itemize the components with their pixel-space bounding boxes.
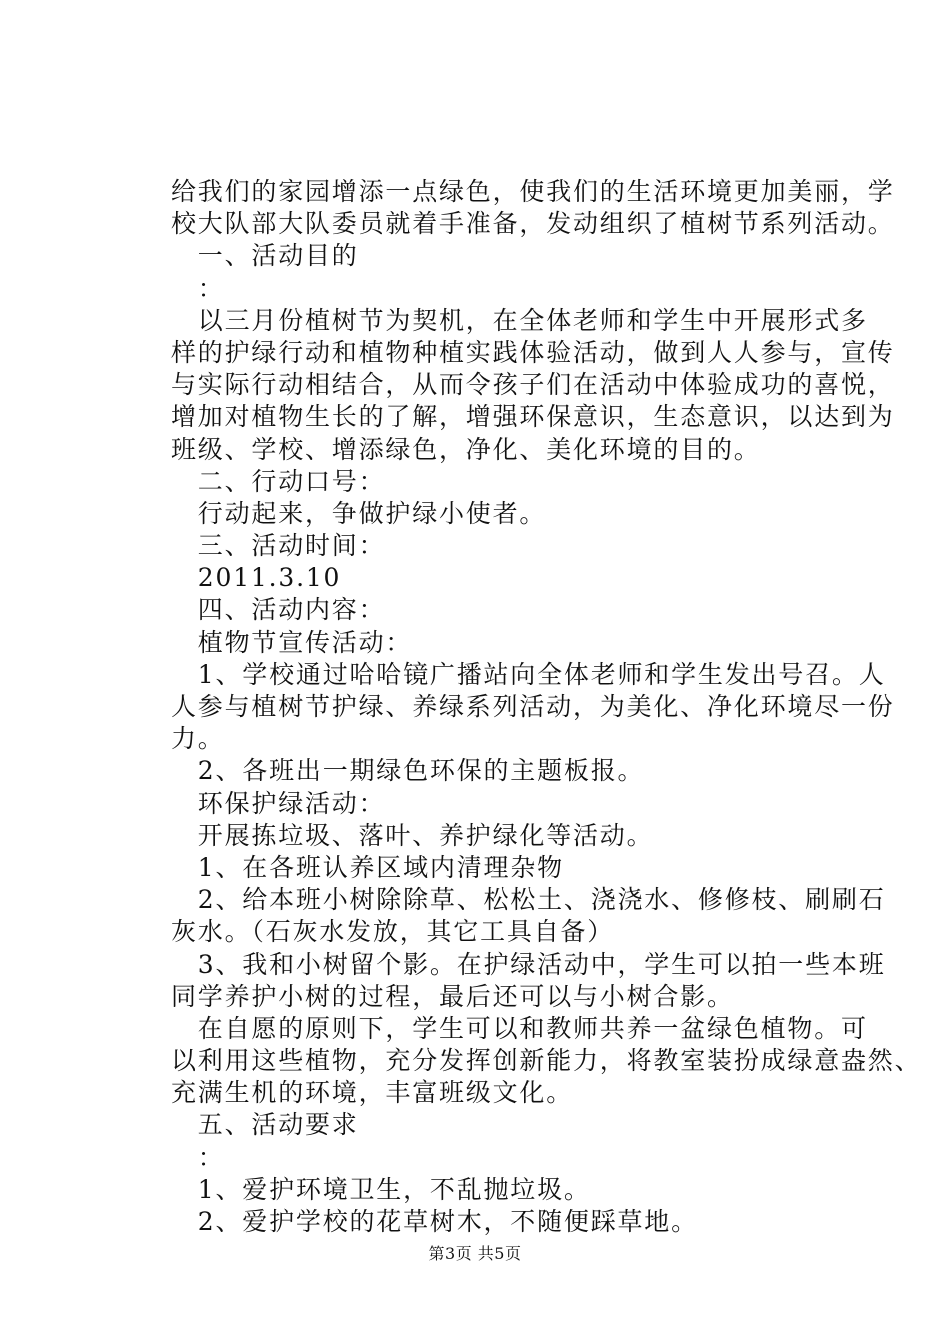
section-heading-purpose: 一、活动目的 [171,241,359,271]
subheading-line: 植物节宣传活动： [171,627,413,657]
paragraph-line: 充满生机的环境，丰富班级文化。 [171,1078,574,1108]
page-number-footer: 第3页 共5页 [428,1244,522,1263]
paragraph-line: 增加对植物生长的了解，增强环保意识，生态意识，以达到为 [171,402,895,432]
paragraph-line: 给我们的家园增添一点绿色，使我们的生活环境更加美丽，学 [171,177,895,206]
list-item-continued: 灰水。（石灰水发放，其它工具自备） [171,917,615,947]
list-item: 2、爱护学校的花草树木，不随便踩草地。 [171,1207,698,1236]
paragraph-line: 开展拣垃圾、落叶、养护绿化等活动。 [171,820,654,850]
list-item: 3、我和小树留个影。在护绿活动中，学生可以拍一些本班 [171,949,886,979]
section-heading-colon: ： [171,1142,225,1172]
section-heading-time: 三、活动时间： [171,531,386,561]
section-heading-slogan: 二、行动口号： [171,466,386,496]
paragraph-line: 以三月份植树节为契机，在全体老师和学生中开展形式多 [171,305,868,335]
paragraph-line: 班级、学校、增添绿色，净化、美化环境的目的。 [171,434,761,464]
list-item: 2、给本班小树除除草、松松土、浇浇水、修修枝、刷刷石 [171,885,886,915]
date-line: 2011.3.10 [171,563,342,593]
list-item: 1、爱护环境卫生，不乱抛垃圾。 [171,1174,591,1204]
paragraph-line: 样的护绿行动和植物种植实践体验活动，做到人人参与，宣传 [171,337,895,367]
document-body [171,176,922,1238]
subheading-line: 环保护绿活动： [171,788,386,818]
list-item-continued: 力。 [171,724,225,754]
list-item: 1、在各班认养区域内清理杂物 [171,852,564,882]
list-item: 2、各班出一期绿色环保的主题板报。 [171,756,645,786]
section-heading-requirements: 五、活动要求 [171,1110,359,1140]
list-item-continued: 同学养护小树的过程，最后还可以与小树合影。 [171,981,734,1011]
section-heading-colon: ： [171,273,225,303]
paragraph-line: 行动起来，争做护绿小使者。 [171,498,547,528]
list-item-continued: 人参与植树节护绿、养绿系列活动，为美化、净化环境尽一份 [171,692,895,721]
list-item: 1、学校通过哈哈镜广播站向全体老师和学生发出号召。人 [171,659,886,689]
paragraph-line: 在自愿的原则下，学生可以和教师共养一盆绿色植物。可 [171,1013,868,1043]
section-heading-content: 四、活动内容： [171,595,386,625]
paragraph-line: 校大队部大队委员就着手准备，发动组织了植树节系列活动。 [171,209,895,239]
paragraph-line: 以利用这些植物，充分发挥创新能力，将教室装扮成绿意盎然、 [171,1046,922,1076]
paragraph-line: 与实际行动相结合，从而令孩子们在活动中体验成功的喜悦， [171,370,895,400]
